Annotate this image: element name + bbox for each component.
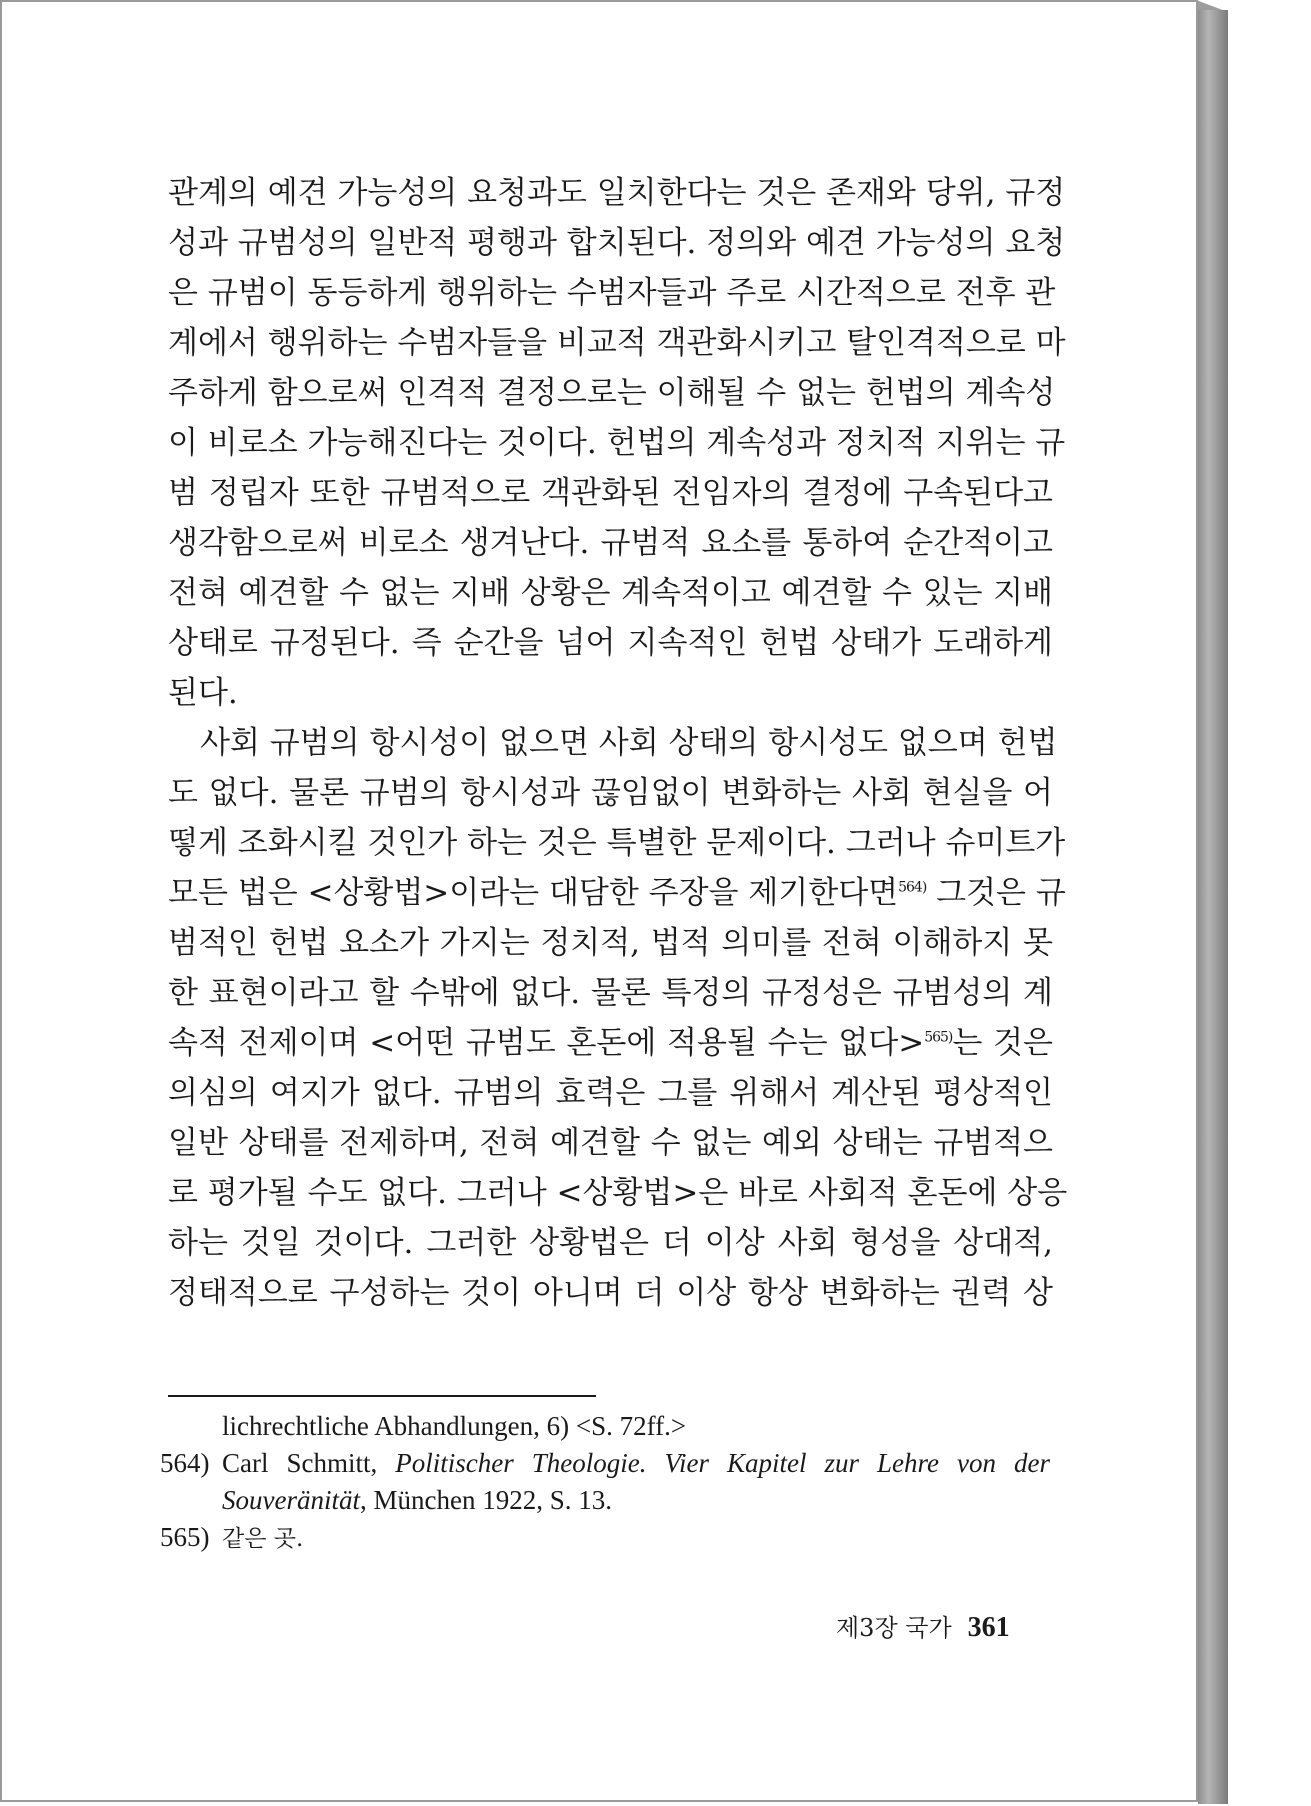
- text-line: 하는 것일 것이다. 그러한 상황법은 더 이상 사회 형성을 상대적,: [168, 1225, 1053, 1261]
- footnote-565: [160, 1519, 1055, 1556]
- footnote-text: 같은 곳.: [222, 1526, 304, 1552]
- text-line: 된다.: [168, 675, 238, 711]
- text-line: 한 표현이라고 할 수밖에 없다. 물론 특정의 규정성은 규범성의 계: [168, 975, 1053, 1011]
- paragraph-first-line: 사회 규범의 항시성이 없으면 사회 상태의 항시성도 없으며 헌법: [200, 725, 1058, 761]
- text-line: 주하게 함으로써 인격적 결정으로는 이해될 수 없는 헌법의 계속성: [168, 375, 1056, 411]
- footnote-divider: [168, 1395, 596, 1397]
- text-line: 의심의 여지가 없다. 규범의 효력은 그를 위해서 계산된 평상적인: [168, 1075, 1053, 1111]
- text-line: 로 평가될 수도 없다. 그러나 <상황법>은 바로 사회적 혼돈에 상응: [168, 1175, 1068, 1211]
- text-line: 범적인 헌법 요소가 가지는 정치적, 법적 의미를 전혀 이해하지 못: [168, 925, 1053, 961]
- text-line: 은 규범이 동등하게 행위하는 수범자들과 주로 시간적으로 전후 관: [168, 275, 1056, 311]
- footnote-reference-565[interactable]: 565): [924, 1029, 953, 1046]
- text-segment: 그것은 규: [926, 875, 1066, 911]
- text-line: 관계의 예견 가능성의 요청과도 일치한다는 것은 존재와 당위, 규정: [168, 175, 1066, 211]
- footnote-564: [160, 1445, 1055, 1482]
- footnote-reference-564[interactable]: 564): [898, 879, 927, 896]
- text-line: 계에서 행위하는 수범자들을 비교적 객관화시키고 탈인격적으로 마: [168, 325, 1066, 361]
- text-segment: 속적 전제이며 <어떤 규범도 혼돈에 적용될 수는 없다>: [168, 1025, 925, 1061]
- text-line: 성과 규범성의 일반적 평행과 합치된다. 정의와 예견 가능성의 요청: [168, 225, 1066, 261]
- text-line: 범 정립자 또한 규범적으로 객관화된 전임자의 결정에 구속된다고: [168, 475, 1053, 511]
- footnote-title: Politischer Theologie. Vier Kapitel zur Lehre von der: [395, 1448, 1050, 1478]
- footnote-title: Souveränität: [222, 1485, 360, 1515]
- main-text: [168, 168, 1068, 1318]
- page-number: 361: [967, 1612, 1010, 1643]
- text-line: 이 비로소 가능해진다는 것이다. 헌법의 계속성과 정치적 지위는 규: [168, 425, 1066, 461]
- text-line: 일반 상태를 전제하며, 전혀 예견할 수 없는 예외 상태는 규범적으: [168, 1125, 1053, 1161]
- footnote-number: 565): [160, 1522, 210, 1552]
- text-segment: 모든 법은 <상황법>이라는 대담한 주장을 제기한다면: [168, 875, 899, 911]
- text-line: 떻게 조화시킬 것인가 하는 것은 특별한 문제이다. 그러나 슈미트가: [168, 825, 1066, 861]
- text-line: 정태적으로 구성하는 것이 아니며 더 이상 항상 변화하는 권력 상: [168, 1275, 1053, 1311]
- text-segment: 는 것은: [952, 1025, 1053, 1061]
- footnote-number: 564): [160, 1448, 210, 1478]
- footnote-author: Carl Schmitt,: [222, 1448, 396, 1478]
- text-line: 생각함으로써 비로소 생겨난다. 규범적 요소를 통하여 순간적이고: [168, 525, 1053, 561]
- footnotes: [160, 1408, 1055, 1556]
- chapter-title: 제3장 국가: [836, 1614, 952, 1642]
- text-line: [168, 868, 1066, 918]
- running-footer: [836, 1608, 1010, 1644]
- page-edge-shadow: [1198, 10, 1228, 1804]
- text-line: 상태로 규정된다. 즉 순간을 넘어 지속적인 헌법 상태가 도래하게: [168, 625, 1053, 661]
- text-line: [168, 1018, 1053, 1068]
- text-line: 전혀 예견할 수 없는 지배 상황은 계속적이고 예견할 수 있는 지배: [168, 575, 1053, 611]
- text-line: 도 없다. 물론 규범의 항시성과 끊임없이 변화하는 사회 현실을 어: [168, 775, 1053, 811]
- footnote-564-continued: [160, 1482, 1055, 1519]
- footnote-text: [222, 1445, 1050, 1482]
- footnote-continuation: lichrechtliche Abhandlungen, 6) <S. 72ff.>: [222, 1411, 687, 1441]
- footnote-source: , München 1922, S. 13.: [359, 1485, 612, 1515]
